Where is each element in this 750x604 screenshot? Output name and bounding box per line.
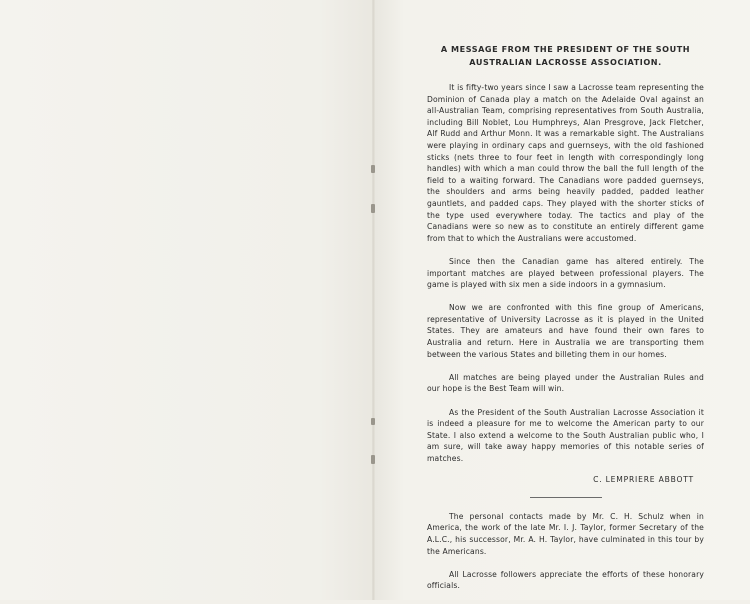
- center-fold: [372, 0, 375, 600]
- staple-mark: [371, 455, 375, 464]
- message-paragraph: Now we are confronted with this fine group of Americans, representative of University Lacrosse as it is played in the United States. They are amateurs and have found their own fares to Australia and return. Here in Australia we are transporting them between the various States and billeting them in our homes.: [427, 303, 704, 359]
- separator-rule: [530, 497, 602, 498]
- message-paragraph: Since then the Canadian game has altered entirely. The important matches are played between professional players. The game is played with six men a side indoors in a gymnasium.: [427, 256, 704, 290]
- message-paragraph: It is fifty-two years since I saw a Lacrosse team representing the Dominion of Canada play a match on the Adelaide Oval against an all-Australian Team, comprising representatives from South Australia, including Bill Noblet, Lou Humphreys, Alan Presgrove, Jack Fletcher, Alf Rudd and Arthur Monn. It was a remarkable sight. The Australians were playing in ordinary caps and guernseys, with the old fashioned sticks (nets three to four feet in length with correspondingly long handles) with which a man could throw the ball the full length of the field to a waiting forward. The Canadians wore padded guernseys, the shoulders and arms being heavily padded, padded leather gauntlets, and padded caps. They played with the shorter sticks of the type used everywhere today. The tactics and play of the Canadians were so new as to constitute an entirely different game from that to which the Australians were accustomed.: [427, 83, 704, 243]
- message-body: [427, 43, 704, 604]
- president-signature: C. LEMPRIERE ABBOTT: [593, 475, 694, 485]
- acknowledgement-paragraph: The personal contacts made by Mr. C. H. Schulz when in America, the work of the late Mr. I. J. Taylor, former Secretary of the A.L.C., his successor, Mr. A. H. Taylor, have culminated in this tour by the Americans.: [427, 511, 704, 556]
- staple-mark: [371, 165, 375, 173]
- message-paragraph: As the President of the South Australian Lacrosse Association it is indeed a pleasure for me to welcome the American party to our State. I also extend a welcome to the South Australian public who, I am sure, will take away happy memories of this notable series of matches.: [427, 407, 704, 463]
- message-paragraph: All matches are being played under the Australian Rules and our hope is the Best Team will win.: [427, 372, 704, 394]
- acknowledgement-paragraph: All Lacrosse followers appreciate the efforts of these honorary officials.: [427, 569, 704, 591]
- message-heading: A MESSAGE FROM THE PRESIDENT OF THE SOUTH AUSTRALIAN LACROSSE ASSOCIATION.: [440, 44, 691, 67]
- left-blank-page: [0, 0, 374, 600]
- staple-mark: [371, 204, 375, 213]
- staple-mark: [371, 418, 375, 425]
